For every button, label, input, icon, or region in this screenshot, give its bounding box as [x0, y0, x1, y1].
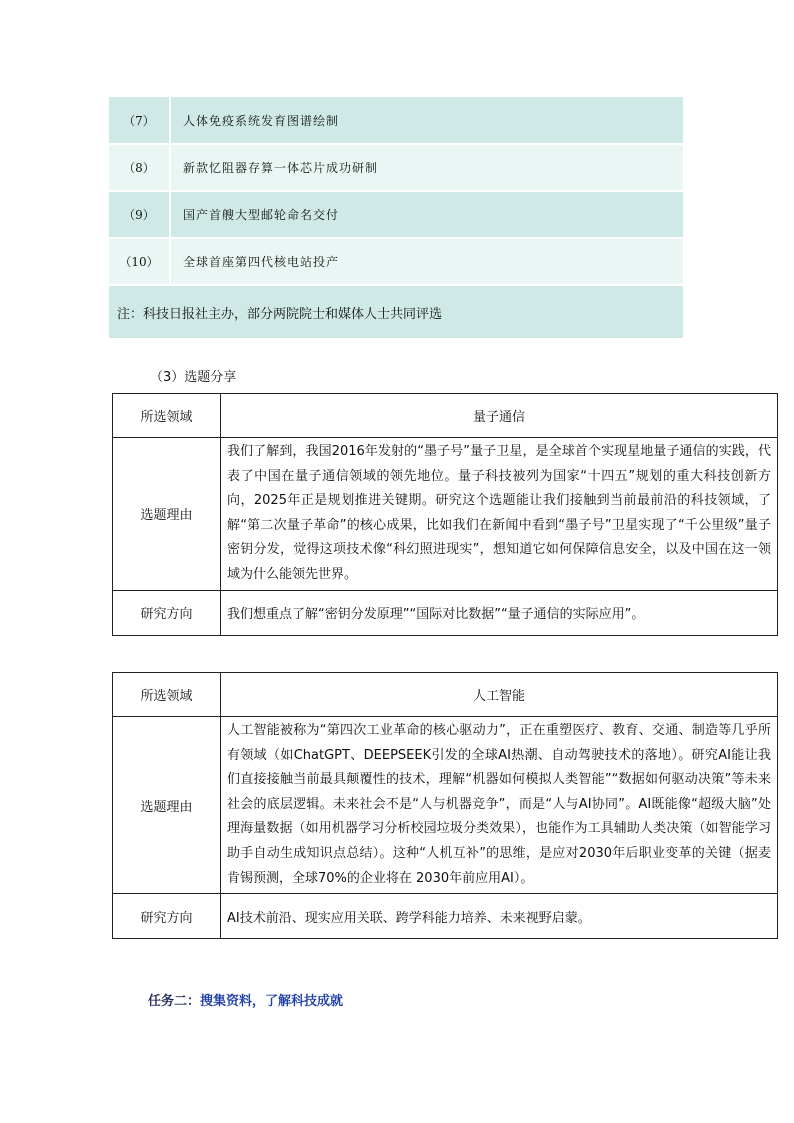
task-heading-title: 搜集资料，了解科技成就 — [200, 994, 344, 1009]
ranking-text: 全球首座第四代核电站投产 — [170, 238, 683, 285]
ranking-row — [109, 238, 683, 285]
reason-text: 我们了解到，我国2016年发射的“墨子号”量子卫星，是全球首个实现星地量子通信的实践，代表了中国在量子通信领域的领先地位。量子科技被列为国家“十四五”规划的重大科技创新方向，2025年正是规划推进关键期。研究这个选题能让我们接触到当前最前沿的科技领域，了解“第二次量子革命”的核心成果，比如我们在新闻中看到“墨子号”卫星实现了“千公里级”量子密钥分发，觉得这项技术像“科幻照进现实”，想知道它如何保障信息安全，以及中国在这一领域为什么能领先世界。 — [221, 438, 778, 591]
ranking-text: 国产首艘大型邮轮命名交付 — [170, 191, 683, 238]
task-heading — [148, 990, 343, 1009]
ranking-number: （10） — [109, 238, 170, 285]
ranking-number: （7） — [109, 97, 170, 144]
field-label: 所选领域 — [113, 673, 221, 717]
ranking-note: 注：科技日报社主办，部分两院院士和媒体人士共同评选 — [109, 285, 683, 338]
reason-label: 选题理由 — [113, 717, 221, 894]
ranking-table — [109, 97, 683, 338]
reason-text: 人工智能被称为“第四次工业革命的核心驱动力”，正在重塑医疗、教育、交通、制造等几乎所有领域（如ChatGPT、DEEPSEEK引发的全球AI热潮、自动驾驶技术的落地）。研究AI能让我们直接接触当前最具颠覆性的技术，理解“机器如何模拟人类智能”“数据如何驱动决策”等未来社会的底层逻辑。未来社会不是“人与机器竞争”，而是“人与AI协同”。AI既能像“超级大脑”处理海量数据（如用机器学习分析校园垃圾分类效果），也能作为工具辅助人类决策（如智能学习助手自动生成知识点总结）。这种“人机互补”的思维，是应对2030年后职业变革的关键（据麦肯锡预测，全球70%的企业将在 2030年前应用AI）。 — [221, 717, 778, 894]
direction-text: AI技术前沿、现实应用关联、跨学科能力培养、未来视野启蒙。 — [221, 894, 778, 939]
ranking-text: 人体免疫系统发育图谱绘制 — [170, 97, 683, 144]
topic-table-quantum — [112, 393, 778, 636]
field-value: 人工智能 — [221, 673, 778, 717]
direction-label: 研究方向 — [113, 894, 221, 939]
task-heading-prefix: 任务二： — [148, 994, 201, 1009]
field-label: 所选领域 — [113, 394, 221, 438]
reason-label: 选题理由 — [113, 438, 221, 591]
ranking-note-row — [109, 285, 683, 338]
section-heading: （3）选题分享 — [150, 370, 237, 385]
field-value: 量子通信 — [221, 394, 778, 438]
direction-text: 我们想重点了解“密钥分发原理”“国际对比数据”“量子通信的实际应用”。 — [221, 590, 778, 635]
ranking-row — [109, 191, 683, 238]
direction-label: 研究方向 — [113, 590, 221, 635]
ranking-number: （9） — [109, 191, 170, 238]
ranking-row — [109, 144, 683, 191]
topic-table-ai — [112, 672, 778, 939]
ranking-number: （8） — [109, 144, 170, 191]
ranking-row — [109, 97, 683, 144]
ranking-text: 新款忆阻器存算一体芯片成功研制 — [170, 144, 683, 191]
